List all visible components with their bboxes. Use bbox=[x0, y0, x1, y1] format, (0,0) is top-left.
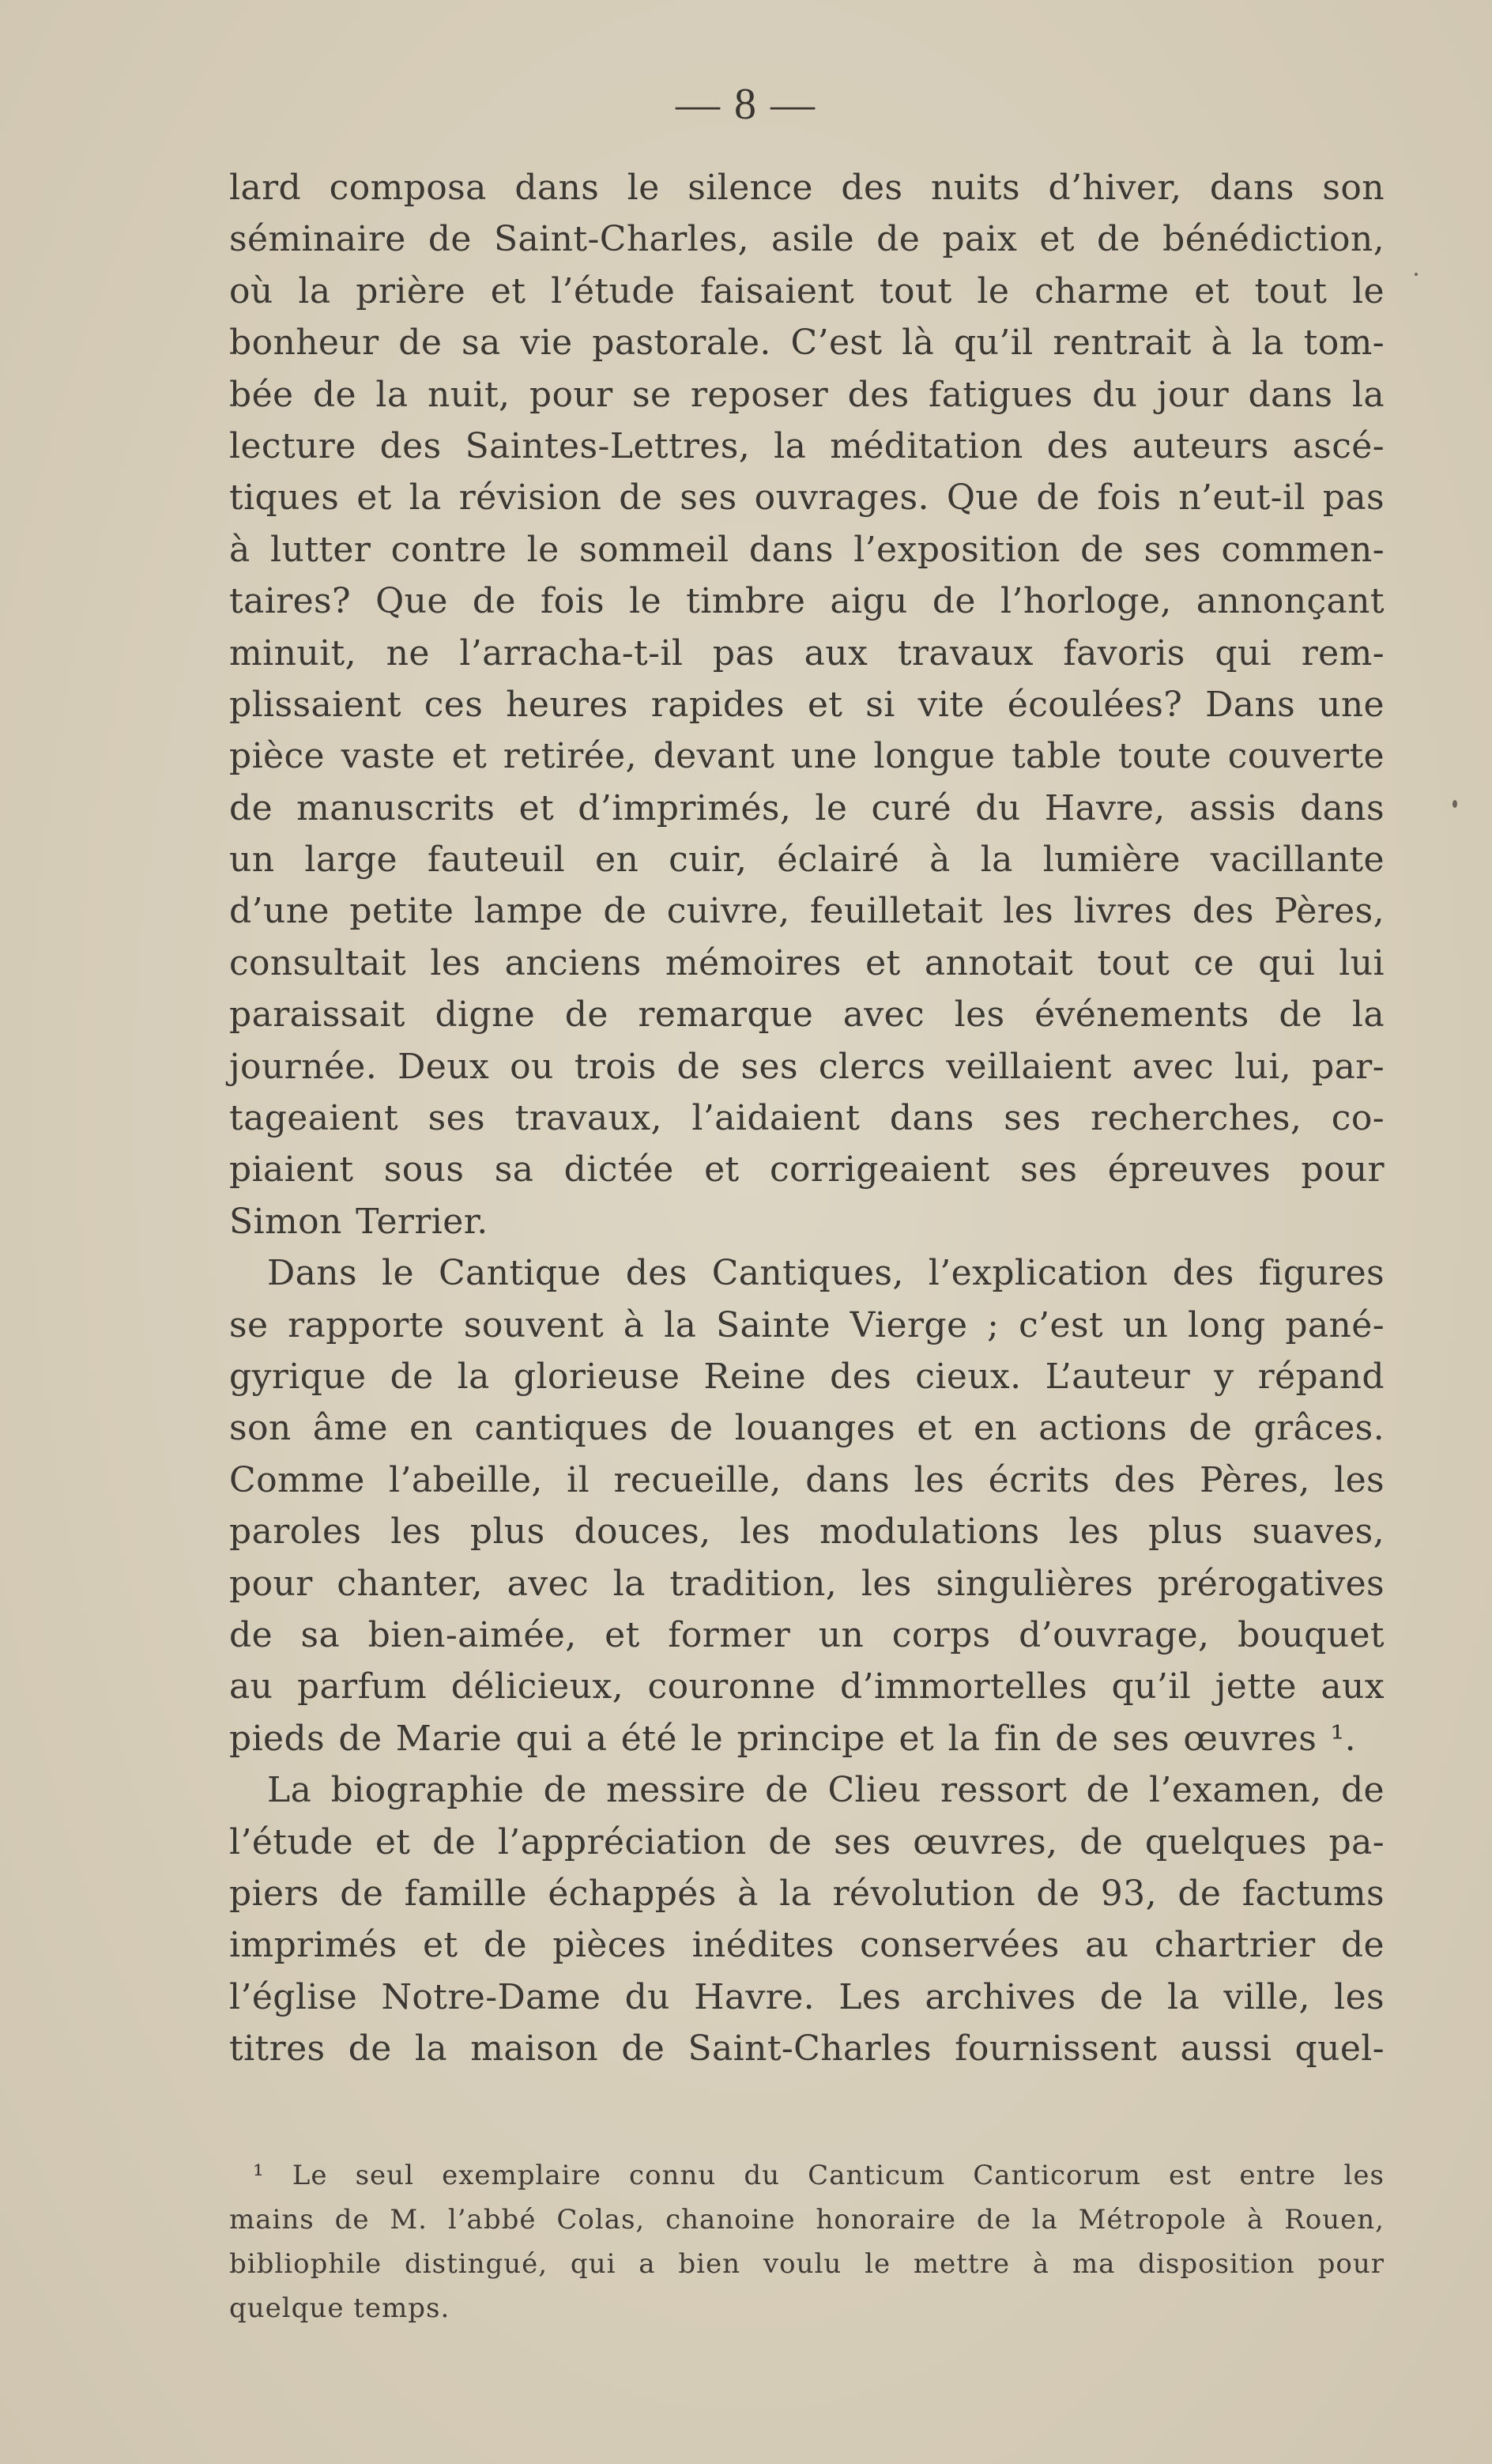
text-line: de sa bien-aimée, et former un corps d’ouvrage, bouquet bbox=[229, 1614, 1385, 1655]
text-line: consultait les anciens mémoires et annotait tout ce qui lui bbox=[229, 942, 1385, 983]
text-line: imprimés et de pièces inédites conservées au chartrier de bbox=[229, 1925, 1385, 1966]
text-line: pièce vaste et retirée, devant une longue table toute couverte bbox=[229, 736, 1385, 777]
text-line: où la prière et l’étude faisaient tout le charme et tout le bbox=[229, 270, 1385, 311]
body-text bbox=[229, 162, 1385, 2074]
text-line: Comme l’abeille, il recueille, dans les écrits des Pères, les bbox=[229, 1459, 1385, 1500]
text-line: pieds de Marie qui a été le principe et la fin de ses œuvres ¹. bbox=[229, 1718, 1356, 1759]
footnote-line: bibliophile distingué, qui a bien voulu le mettre à ma disposition pour bbox=[229, 2248, 1385, 2280]
text-line: paraissait digne de remarque avec les événements de la bbox=[229, 994, 1385, 1036]
text-line: gyrique de la glorieuse Reine des cieux. L’auteur y répand bbox=[229, 1356, 1385, 1397]
text-line: tageaient ses travaux, l’aidaient dans ses recherches, co- bbox=[229, 1098, 1385, 1139]
text-line: journée. Deux ou trois de ses clercs veillaient avec lui, par- bbox=[229, 1046, 1385, 1087]
footnote-line: ¹ Le seul exemplaire connu du Canticum Canticorum est entre les bbox=[253, 2160, 1385, 2191]
text-line: bonheur de sa vie pastorale. C’est là qu’il rentrait à la tom- bbox=[229, 323, 1385, 364]
paragraph-start-line: La biographie de messire de Clieu ressort de l’examen, de bbox=[267, 1770, 1385, 1811]
text-line: l’église Notre-Dame du Havre. Les archives de la ville, les bbox=[229, 1976, 1385, 2017]
paper-speck bbox=[1452, 800, 1457, 808]
paragraph-start-line: Dans le Cantique des Cantiques, l’explication des figures bbox=[267, 1253, 1385, 1294]
footnote-line: quelque temps. bbox=[229, 2292, 450, 2324]
text-line: pour chanter, avec la tradition, les singulières prérogatives bbox=[229, 1563, 1385, 1604]
paper-speck bbox=[1415, 273, 1418, 276]
text-line: piers de famille échappés à la révolution de 93, de factums bbox=[229, 1873, 1385, 1914]
text-line: de manuscrits et d’imprimés, le curé du Havre, assis dans bbox=[229, 787, 1385, 828]
text-line: un large fauteuil en cuir, éclairé à la lumière vacillante bbox=[229, 840, 1385, 881]
text-line: se rapporte souvent à la Sainte Vierge ; c’est un long pané- bbox=[229, 1304, 1385, 1345]
text-line: plissaient ces heures rapides et si vite écoulées? Dans une bbox=[229, 684, 1385, 725]
footnote-line: mains de M. l’abbé Colas, chanoine honoraire de la Métropole à Rouen, bbox=[229, 2204, 1385, 2236]
text-line: minuit, ne l’arracha-t-il pas aux travaux favoris qui rem- bbox=[229, 632, 1385, 674]
text-line: séminaire de Saint-Charles, asile de paix et de bénédiction, bbox=[229, 219, 1385, 260]
text-line: lecture des Saintes-Lettres, la méditation des auteurs ascé- bbox=[229, 425, 1385, 466]
text-line: tiques et la révision de ses ouvrages. Que de fois n’eut-il pas bbox=[229, 477, 1385, 519]
text-line: l’étude et de l’appréciation de ses œuvres, de quelques pa- bbox=[229, 1821, 1385, 1862]
text-line: Simon Terrier. bbox=[229, 1201, 488, 1242]
text-line: lard composa dans le silence des nuits d’hiver, dans son bbox=[229, 168, 1385, 208]
text-line: piaient sous sa dictée et corrigeaient ses épreuves pour bbox=[229, 1149, 1385, 1190]
text-line: titres de la maison de Saint-Charles fournissent aussi quel- bbox=[229, 2028, 1385, 2070]
text-line: au parfum délicieux, couronne d’immortelles qu’il jette aux bbox=[229, 1666, 1385, 1707]
text-line: son âme en cantiques de louanges et en actions de grâces. bbox=[229, 1408, 1385, 1449]
page-number: — 8 — bbox=[676, 80, 816, 129]
text-line: d’une petite lampe de cuivre, feuilletait les livres des Pères, bbox=[229, 891, 1385, 932]
text-line: bée de la nuit, pour se reposer des fatigues du jour dans la bbox=[229, 374, 1385, 415]
text-line: taires? Que de fois le timbre aigu de l’horloge, annonçant bbox=[229, 581, 1385, 622]
footnote bbox=[229, 2153, 1385, 2330]
text-line: à lutter contre le sommeil dans l’exposition de ses commen- bbox=[229, 529, 1385, 570]
text-line: paroles les plus douces, les modulations les plus suaves, bbox=[229, 1511, 1385, 1553]
